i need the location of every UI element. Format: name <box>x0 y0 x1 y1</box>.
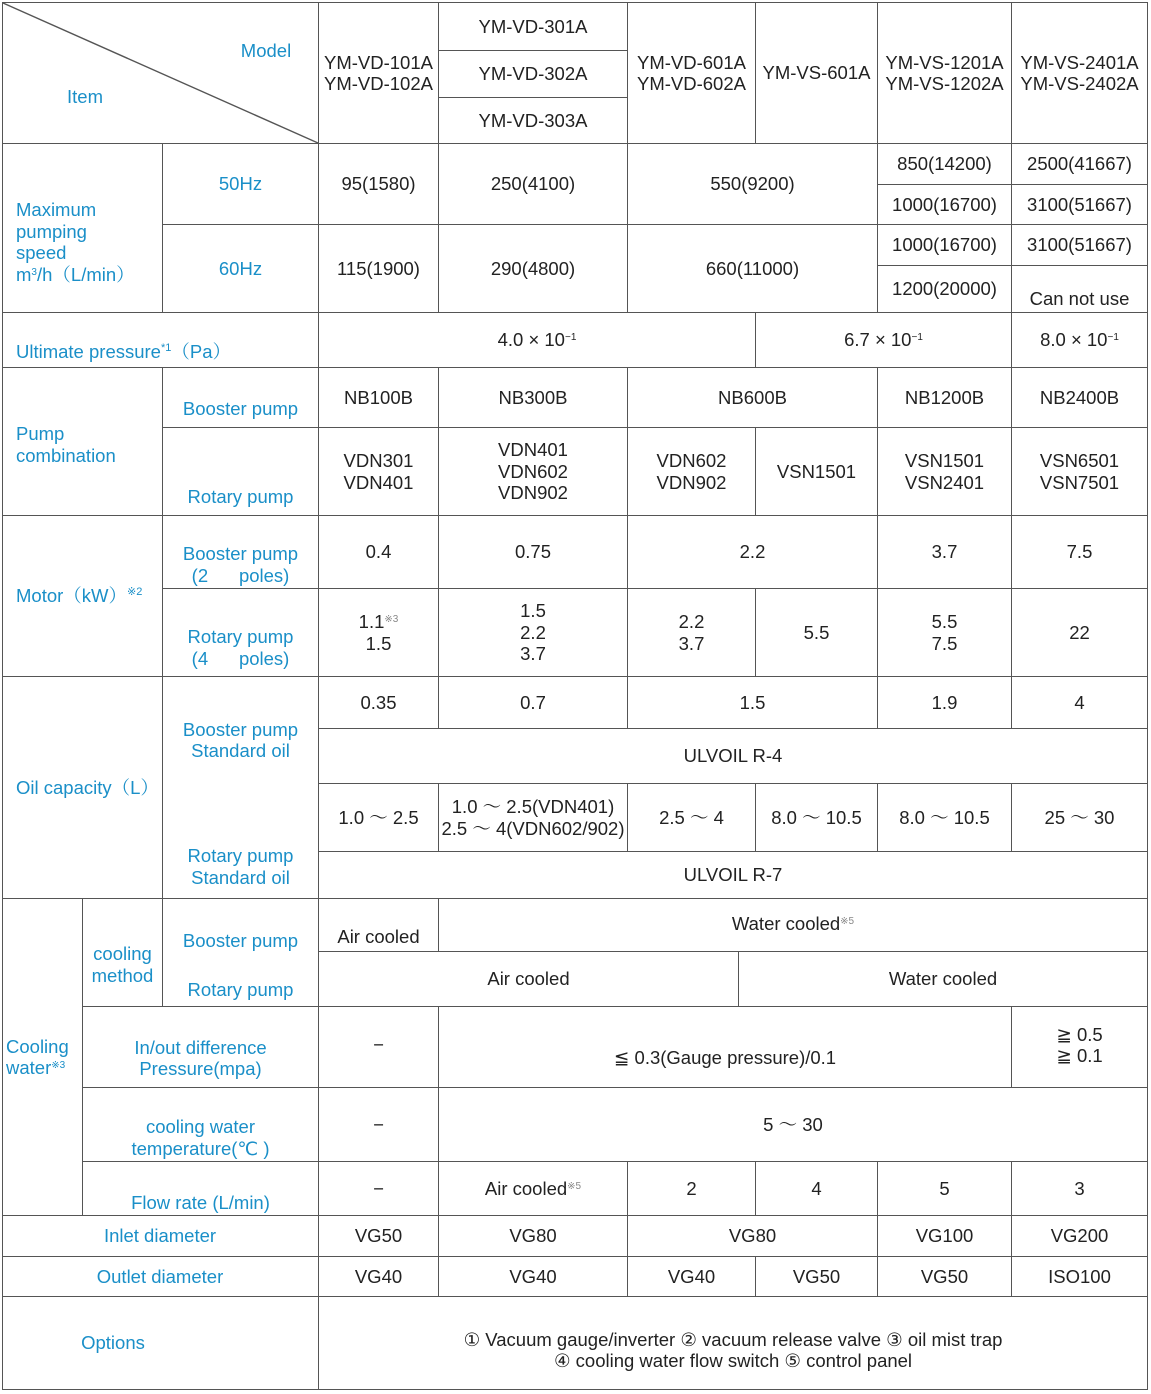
value-cell <box>878 185 1011 224</box>
value-text: − <box>373 1113 384 1135</box>
value-text: − <box>373 1034 384 1056</box>
inlet-diameter-label <box>2 1216 318 1256</box>
value-cell <box>1012 516 1147 588</box>
value-text: 5.5 <box>803 621 830 643</box>
header-item <box>40 80 130 114</box>
value-cell <box>439 677 627 728</box>
value-cell <box>628 368 877 427</box>
value-cell <box>878 784 1011 851</box>
model-name: YM-VS-2401A <box>1020 51 1139 73</box>
value-cell <box>439 899 1147 951</box>
value-text <box>732 913 854 935</box>
value-text: 1.5 <box>520 600 546 622</box>
value-base: Water cooled <box>731 913 841 934</box>
value-text: VDN602 <box>656 450 727 471</box>
value-text: Air cooled <box>487 968 570 990</box>
value-text: ISO100 <box>1048 1265 1111 1287</box>
hz-label-text: 50Hz <box>218 173 263 195</box>
value-text: VSN1501 <box>904 450 985 471</box>
value-cell <box>878 589 1011 676</box>
label-line: In/out difference <box>134 1036 267 1058</box>
value-cell <box>1012 428 1147 515</box>
booster-pump-label <box>163 368 318 427</box>
value-cell <box>439 784 627 851</box>
value-cell <box>319 225 438 312</box>
value-text: VDN902 <box>656 471 727 493</box>
value-base: Air cooled <box>484 1177 568 1199</box>
value-text: VSN7501 <box>1039 471 1120 493</box>
value-cell <box>439 428 627 515</box>
value-text: 0.75 <box>514 541 551 563</box>
label-text: Outlet diameter <box>96 1265 224 1287</box>
value-text: 1000(16700) <box>892 234 997 256</box>
label-line <box>16 341 231 363</box>
value-cell <box>1012 185 1147 224</box>
value-text: ULVOIL R-4 <box>683 745 783 767</box>
label-line <box>6 1057 65 1079</box>
value-text: VG40 <box>354 1265 403 1287</box>
value-text <box>1040 329 1119 351</box>
footnote-mark: ※3 <box>384 614 399 625</box>
value-cell <box>878 266 1011 312</box>
value-cell <box>756 1257 877 1296</box>
value-text <box>844 329 923 351</box>
label-text: Oil capacity（L） <box>16 776 159 798</box>
value-cell <box>1012 1257 1147 1296</box>
value-cell <box>878 144 1011 184</box>
value-cell <box>628 225 877 312</box>
model-303 <box>439 98 627 143</box>
hz50-label <box>163 144 318 224</box>
value-base: 6.7 × 10 <box>844 329 912 351</box>
value-cell <box>878 368 1011 427</box>
value-text: VG50 <box>354 1225 403 1247</box>
model-vs601 <box>756 3 877 143</box>
label-line: Standard oil <box>191 740 290 761</box>
value-text: 2.2 <box>678 611 705 632</box>
label-text: Rotary pump <box>187 978 294 1000</box>
label-text: Booster pump <box>182 929 299 951</box>
value-cell <box>628 428 755 515</box>
value-cell <box>628 589 755 676</box>
label-text: Ultimate pressure <box>16 340 161 362</box>
value-text: NB100B <box>344 386 413 408</box>
unit-sup: 3 <box>31 266 37 278</box>
label-line: cooling water <box>145 1116 255 1137</box>
header-model <box>230 34 302 68</box>
value-text: 115(1900) <box>337 257 420 279</box>
label-text: Motor（kW） <box>16 585 128 607</box>
value-text: ≦ 0.3(Gauge pressure)/0.1 <box>613 1047 837 1069</box>
cooling-rotary-label <box>163 952 318 1006</box>
value-cell <box>878 225 1011 265</box>
value-cell <box>439 368 627 427</box>
label-line: pumping <box>16 220 87 242</box>
value-text: VG200 <box>1050 1225 1109 1247</box>
value-text: VDN401 <box>343 471 414 493</box>
label-line: Rotary pump <box>187 626 294 647</box>
value-cell <box>319 368 438 427</box>
model-name: YM-VS-1201A <box>885 51 1004 73</box>
value-cell <box>439 225 627 312</box>
value-text: NB2400B <box>1039 386 1120 408</box>
value-text: 8.0 ～ 10.5 <box>771 806 862 828</box>
value-text <box>485 1178 581 1200</box>
value-base: 1.1 <box>358 611 385 632</box>
value-text: 0.4 <box>365 541 392 563</box>
model-name: YM-VD-101A <box>324 51 433 73</box>
value-text: VG50 <box>920 1265 969 1287</box>
cooling-booster-label <box>163 899 318 951</box>
value-text: 7.5 <box>931 632 958 654</box>
label-text: water <box>6 1057 52 1078</box>
value-cell <box>439 589 627 676</box>
inout-difference-label <box>83 1007 318 1087</box>
outlet-diameter-label <box>2 1257 318 1296</box>
value-text: VSN1501 <box>776 460 857 482</box>
value-text: 1.9 <box>931 691 958 713</box>
cooling-temperature-label <box>83 1088 318 1161</box>
value-text: 850(14200) <box>897 153 992 175</box>
value-cell <box>756 784 877 851</box>
unit-text: m <box>16 263 32 285</box>
value-cell <box>756 1162 877 1215</box>
unit-text: /h（L/min） <box>36 263 135 285</box>
label-line: Maximum <box>16 199 97 220</box>
label-line: cooling <box>93 943 152 964</box>
value-cell <box>319 589 438 676</box>
footnote-mark: ※5 <box>567 1180 582 1192</box>
header-item-text: Item <box>67 86 103 108</box>
motor-booster-label <box>163 516 318 588</box>
motor-label <box>2 516 162 676</box>
value-exponent: −1 <box>911 332 923 344</box>
value-text: NB300B <box>498 386 568 408</box>
value-text: VSN6501 <box>1039 450 1120 471</box>
value-cell <box>878 1216 1011 1256</box>
value-text: 3.7 <box>678 632 705 654</box>
model-601 <box>628 3 755 143</box>
value-text: VG80 <box>728 1225 777 1247</box>
value-cell <box>1012 144 1147 184</box>
value-cell <box>319 677 438 728</box>
value-text: VDN301 <box>343 450 414 471</box>
value-cell <box>1012 784 1147 851</box>
rotary-pump-label <box>163 428 318 515</box>
value-base: 8.0 × 10 <box>1040 329 1108 351</box>
label-line: Pressure(mpa) <box>139 1058 262 1079</box>
value-cell <box>439 1162 627 1215</box>
value-base: 4.0 × 10 <box>497 329 565 351</box>
value-cell <box>878 1162 1011 1215</box>
label-line: combination <box>16 444 116 466</box>
value-cell <box>1012 1162 1147 1215</box>
label-line: method <box>91 964 154 986</box>
value-text: 5 ～ 30 <box>763 1113 823 1135</box>
options-cell <box>319 1297 1147 1389</box>
hz-label-text: 60Hz <box>218 257 263 279</box>
label-text: Flow rate (L/min) <box>131 1191 270 1213</box>
value-text: 7.5 <box>1066 541 1093 563</box>
value-cell <box>756 428 877 515</box>
value-cell <box>628 1162 755 1215</box>
value-cell <box>319 1216 438 1256</box>
value-cell <box>756 589 877 676</box>
model-name: YM-VD-301A <box>478 15 588 37</box>
value-text: 1.5 <box>365 632 392 654</box>
value-text: 3100(51667) <box>1027 234 1132 256</box>
value-text: VG80 <box>509 1225 557 1247</box>
value-text: 0.7 <box>520 691 546 713</box>
value-cell <box>319 899 438 951</box>
value-text: 3.7 <box>931 541 958 563</box>
value-cell <box>628 516 877 588</box>
value-text: 1.5 <box>739 691 766 713</box>
value-text: ≧ 0.5 <box>1056 1023 1103 1045</box>
value-text: − <box>373 1177 384 1199</box>
value-text: 1.0 ～ 2.5(VDN401) <box>451 796 615 817</box>
value-exponent: −1 <box>564 332 577 344</box>
value-text: 0.35 <box>360 691 397 713</box>
label-line: Standard oil <box>191 866 290 888</box>
footnote-mark: *1 <box>160 341 172 354</box>
value-cell <box>739 952 1147 1006</box>
value-cell <box>319 144 438 224</box>
label-text: Rotary pump <box>187 485 294 507</box>
label-line: (2 poles) <box>191 564 290 586</box>
label-line <box>16 585 142 607</box>
value-cell <box>1012 677 1147 728</box>
value-text: 4 <box>811 1177 822 1199</box>
cooling-method-label <box>83 899 162 1006</box>
options-line: ④ cooling water flow switch ⑤ control panel <box>553 1350 913 1371</box>
value-text: NB1200B <box>904 386 985 408</box>
value-cell <box>1012 313 1147 367</box>
value-text: 22 <box>1069 621 1090 643</box>
label-line: Rotary pump <box>187 845 294 866</box>
ultimate-pressure-label <box>2 313 318 367</box>
label-line: Pump <box>16 423 65 444</box>
value-text: ULVOIL R-7 <box>683 864 783 886</box>
value-cell <box>1012 266 1147 312</box>
value-text: 95(1580) <box>341 173 416 195</box>
value-cell <box>439 1088 1147 1161</box>
cooling-water-label <box>2 899 82 1215</box>
value-cell <box>1012 225 1147 265</box>
value-text <box>359 611 399 633</box>
value-cell <box>319 1088 438 1161</box>
value-text: VDN401 <box>498 439 568 461</box>
options-label <box>2 1297 224 1389</box>
value-text: VSN2401 <box>904 471 985 493</box>
value-text: VG100 <box>915 1225 974 1247</box>
value-cell <box>1012 368 1147 427</box>
model-name: YM-VS-1202A <box>885 73 1004 94</box>
model-name: YM-VD-602A <box>637 73 746 94</box>
model-name: YM-VS-2402A <box>1020 73 1139 94</box>
label-line: Cooling <box>6 1035 69 1057</box>
value-cell <box>878 1257 1011 1296</box>
model-name: YM-VD-302A <box>478 63 588 85</box>
model-vs2401 <box>1012 3 1147 143</box>
value-cell <box>878 428 1011 515</box>
value-text: VG40 <box>509 1265 557 1287</box>
pumping-speed-unit <box>16 264 135 286</box>
value-text: VG40 <box>667 1265 716 1287</box>
model-name: YM-VS-601A <box>762 62 871 84</box>
value-cell <box>319 313 755 367</box>
booster-oil-cell <box>319 729 1147 783</box>
value-text: 5 <box>939 1177 950 1199</box>
value-text: 3100(51667) <box>1027 193 1132 215</box>
value-cell <box>439 1216 627 1256</box>
flow-rate-label <box>83 1162 318 1215</box>
value-text: 2.5 ～ 4(VDN602/902) <box>441 817 625 839</box>
value-text: Air cooled <box>337 925 420 947</box>
value-cell <box>319 1007 438 1087</box>
oil-rotary-label <box>163 784 318 898</box>
model-name: YM-VD-102A <box>324 73 433 94</box>
model-vs1201 <box>878 3 1011 143</box>
footnote-mark: ※2 <box>127 586 143 599</box>
value-text: 3 <box>1074 1177 1085 1199</box>
value-cell <box>628 784 755 851</box>
value-text: 2.2 <box>520 621 546 643</box>
value-cell <box>628 677 877 728</box>
oil-capacity-label <box>2 677 162 898</box>
pump-combination-label <box>2 368 162 515</box>
footnote-mark: ※5 <box>840 916 855 927</box>
label-line: Booster pump <box>182 543 299 564</box>
value-cell <box>439 516 627 588</box>
value-text: 660(11000) <box>705 257 800 279</box>
value-text: VG50 <box>792 1265 841 1287</box>
value-text: 1200(20000) <box>892 278 997 300</box>
label-text: Inlet diameter <box>103 1225 217 1247</box>
model-302 <box>439 51 627 97</box>
value-text: 3.7 <box>520 643 546 665</box>
value-exponent: −1 <box>1107 332 1119 344</box>
value-text: 25 ～ 30 <box>1044 806 1115 828</box>
value-text: 250(4100) <box>490 173 576 195</box>
model-name: YM-VD-601A <box>637 51 746 73</box>
value-text <box>498 329 577 351</box>
pumping-speed-label <box>2 144 162 312</box>
options-line: ① Vacuum gauge/inverter ② vacuum release valve ③ oil mist trap <box>463 1328 1003 1350</box>
value-cell <box>878 516 1011 588</box>
value-text: Can not use <box>1029 287 1130 309</box>
label-line: speed <box>16 242 67 263</box>
value-text: 2.2 <box>739 541 766 563</box>
label-line: (4 poles) <box>191 647 290 669</box>
label-line: Booster pump <box>182 718 299 740</box>
value-text: 2500(41667) <box>1027 153 1132 175</box>
value-text: ≧ 0.1 <box>1056 1045 1103 1066</box>
value-text: 1.0 ～ 2.5 <box>338 806 419 828</box>
model-301 <box>439 3 627 50</box>
motor-rotary-label <box>163 589 318 676</box>
value-cell <box>439 1007 1011 1087</box>
value-text: 550(9200) <box>710 173 795 195</box>
value-cell <box>878 677 1011 728</box>
value-text: VDN602 <box>498 460 568 482</box>
value-text: 290(4800) <box>490 257 576 279</box>
value-cell <box>1012 1216 1147 1256</box>
value-cell <box>319 784 438 851</box>
header-model-text: Model <box>240 40 292 62</box>
value-cell <box>628 1257 755 1296</box>
value-text: VDN902 <box>498 482 568 504</box>
value-text: Water cooled <box>888 968 998 990</box>
value-cell <box>319 1162 438 1215</box>
value-text: 5.5 <box>931 611 958 632</box>
value-cell <box>628 144 877 224</box>
unit-text: （Pa） <box>171 340 232 362</box>
model-101 <box>319 3 438 143</box>
footnote-mark: ※3 <box>51 1060 66 1071</box>
label-text: Booster pump <box>182 397 299 419</box>
value-text: NB600B <box>718 386 787 408</box>
value-cell <box>319 1257 438 1296</box>
value-cell <box>319 952 738 1006</box>
value-text: 2.5 ～ 4 <box>659 806 724 828</box>
value-text: 2 <box>686 1177 697 1199</box>
value-cell <box>439 1257 627 1296</box>
value-cell <box>1012 1007 1147 1087</box>
rotary-oil-cell <box>319 852 1147 898</box>
value-cell <box>628 1216 877 1256</box>
hz60-label <box>163 225 318 312</box>
value-text: 1000(16700) <box>892 193 997 215</box>
model-name: YM-VD-303A <box>478 109 588 131</box>
label-text: Options <box>81 1332 145 1354</box>
label-line: temperature(℃ ) <box>131 1137 270 1159</box>
value-text: 8.0 ～ 10.5 <box>899 806 990 828</box>
value-cell <box>756 313 1011 367</box>
value-cell <box>319 516 438 588</box>
value-cell <box>1012 589 1147 676</box>
value-cell <box>319 428 438 515</box>
value-cell <box>439 144 627 224</box>
value-text: 4 <box>1074 691 1085 713</box>
